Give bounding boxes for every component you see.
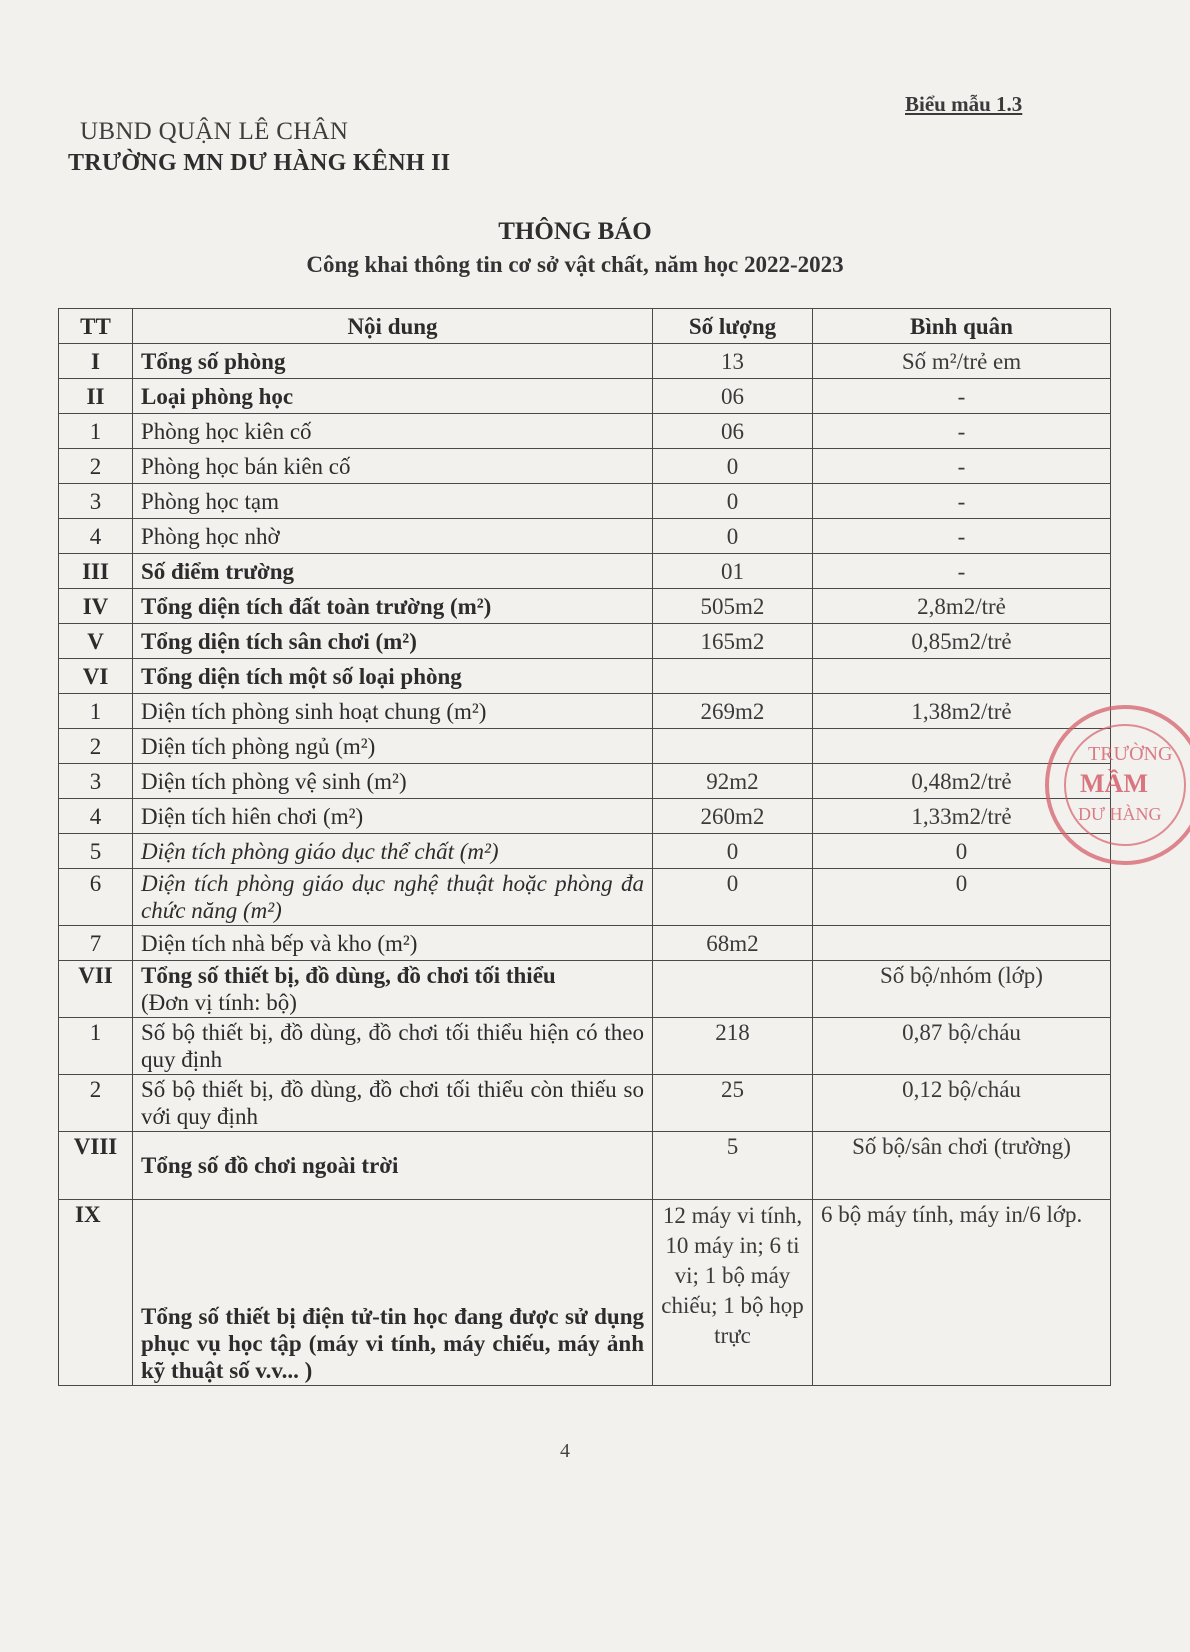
table-row [59, 926, 1111, 961]
row-qty: 5 [653, 1132, 813, 1200]
row-qty [653, 961, 813, 1018]
row-tt: 5 [59, 834, 133, 869]
org-line-2: TRƯỜNG MN DƯ HÀNG KÊNH II [68, 150, 451, 176]
row-tt: 3 [59, 764, 133, 799]
row-qty: 01 [653, 554, 813, 589]
row-content: Diện tích phòng ngủ (m²) [133, 729, 653, 764]
row-tt: 7 [59, 926, 133, 961]
row-content: Diện tích phòng giáo dục thể chất (m²) [133, 834, 653, 869]
row-avg: Số bộ/nhóm (lớp) [813, 961, 1111, 1018]
row-avg: 0,12 bộ/cháu [813, 1075, 1111, 1132]
row-content-main: Tổng số thiết bị, đồ dùng, đồ chơi tối thiểu [141, 963, 556, 988]
row-avg: 1,38m2/trẻ [813, 694, 1111, 729]
table-row [59, 1132, 1111, 1200]
row-avg: 0,48m2/trẻ [813, 764, 1111, 799]
row-content: Tổng diện tích sân chơi (m²) [133, 624, 653, 659]
table-row [59, 961, 1111, 1018]
row-tt: VI [59, 659, 133, 694]
header-content: Nội dung [133, 309, 653, 344]
row-tt: 1 [59, 694, 133, 729]
row-tt: I [59, 344, 133, 379]
row-avg: - [813, 379, 1111, 414]
row-qty: 260m2 [653, 799, 813, 834]
row-qty: 68m2 [653, 926, 813, 961]
row-avg: 0,85m2/trẻ [813, 624, 1111, 659]
form-tag: Biểu mẫu 1.3 [905, 92, 1023, 116]
row-qty: 25 [653, 1075, 813, 1132]
row-avg: Số bộ/sân chơi (trường) [813, 1132, 1111, 1200]
table-row [59, 869, 1111, 926]
row-qty [653, 659, 813, 694]
row-content [133, 961, 653, 1018]
table-row [59, 484, 1111, 519]
table-row [59, 379, 1111, 414]
row-tt: 6 [59, 869, 133, 926]
facilities-table [58, 308, 1111, 1386]
row-tt: IV [59, 589, 133, 624]
row-qty: 269m2 [653, 694, 813, 729]
table-row [59, 729, 1111, 764]
table-row [59, 414, 1111, 449]
table-header-row [59, 309, 1111, 344]
row-tt: 3 [59, 484, 133, 519]
row-qty: 13 [653, 344, 813, 379]
row-content: Số điểm trường [133, 554, 653, 589]
row-avg: 0 [813, 834, 1111, 869]
header-qty: Số lượng [653, 309, 813, 344]
row-tt: II [59, 379, 133, 414]
row-avg: - [813, 414, 1111, 449]
table-row [59, 589, 1111, 624]
row-content: Loại phòng học [133, 379, 653, 414]
page-number: 4 [560, 1440, 570, 1462]
seal-text-mid: MẦM [1080, 769, 1148, 798]
row-tt: VIII [59, 1132, 133, 1200]
row-qty: 06 [653, 379, 813, 414]
row-tt: 4 [59, 799, 133, 834]
row-tt: 2 [59, 729, 133, 764]
row-content: Tổng số thiết bị điện tử-tin học đang được sử dụng phục vụ học tập (máy vi tính, máy chiếu, máy ảnh kỹ thuật số v.v... ) [133, 1200, 653, 1386]
row-qty: 06 [653, 414, 813, 449]
notice-title: THÔNG BÁO [498, 218, 652, 245]
row-tt: VII [59, 961, 133, 1018]
row-avg [813, 659, 1111, 694]
official-seal-icon [1040, 690, 1190, 880]
table-row [59, 1200, 1111, 1386]
row-avg: 2,8m2/trẻ [813, 589, 1111, 624]
table-row [59, 624, 1111, 659]
table-row [59, 1018, 1111, 1075]
row-tt: 2 [59, 1075, 133, 1132]
row-avg: - [813, 449, 1111, 484]
row-qty: 0 [653, 869, 813, 926]
row-content: Tổng số đồ chơi ngoài trời [133, 1132, 653, 1200]
table-row [59, 834, 1111, 869]
row-qty: 0 [653, 834, 813, 869]
row-avg [813, 926, 1111, 961]
row-tt: 1 [59, 1018, 133, 1075]
org-line-1: UBND QUẬN LÊ CHÂN [80, 118, 349, 145]
row-content: Diện tích phòng giáo dục nghệ thuật hoặc phòng đa chức năng (m²) [133, 869, 653, 926]
row-avg: - [813, 554, 1111, 589]
row-qty: 0 [653, 519, 813, 554]
header-tt: TT [59, 309, 133, 344]
row-content: Phòng học nhờ [133, 519, 653, 554]
table-row [59, 554, 1111, 589]
row-avg: 0,87 bộ/cháu [813, 1018, 1111, 1075]
seal-text-top: TRƯỜNG [1088, 743, 1173, 765]
row-tt: 2 [59, 449, 133, 484]
header-avg: Bình quân [813, 309, 1111, 344]
notice-subtitle: Công khai thông tin cơ sở vật chất, năm học 2022-2023 [306, 252, 844, 277]
row-content: Diện tích phòng sinh hoạt chung (m²) [133, 694, 653, 729]
table-row [59, 1075, 1111, 1132]
row-content: Phòng học kiên cố [133, 414, 653, 449]
table-row [59, 659, 1111, 694]
row-avg: Số m²/trẻ em [813, 344, 1111, 379]
row-content: Diện tích nhà bếp và kho (m²) [133, 926, 653, 961]
row-qty: 218 [653, 1018, 813, 1075]
row-content: Số bộ thiết bị, đồ dùng, đồ chơi tối thiểu còn thiếu so với quy định [133, 1075, 653, 1132]
row-qty: 12 máy vi tính, 10 máy in; 6 ti vi; 1 bộ máy chiếu; 1 bộ họp trực [653, 1200, 813, 1386]
row-content: Tổng diện tích đất toàn trường (m²) [133, 589, 653, 624]
row-content: Diện tích hiên chơi (m²) [133, 799, 653, 834]
row-qty: 0 [653, 449, 813, 484]
table-row [59, 449, 1111, 484]
row-tt: 4 [59, 519, 133, 554]
table-row [59, 344, 1111, 379]
row-avg: - [813, 484, 1111, 519]
row-tt: 1 [59, 414, 133, 449]
table-row [59, 519, 1111, 554]
row-qty: 165m2 [653, 624, 813, 659]
seal-text-bot: DƯ HÀNG [1078, 804, 1162, 824]
row-qty [653, 729, 813, 764]
row-content: Tổng số phòng [133, 344, 653, 379]
row-tt: III [59, 554, 133, 589]
row-content: Số bộ thiết bị, đồ dùng, đồ chơi tối thiểu hiện có theo quy định [133, 1018, 653, 1075]
row-avg: 6 bộ máy tính, máy in/6 lớp. [813, 1200, 1111, 1386]
row-content: Phòng học tạm [133, 484, 653, 519]
row-content: Diện tích phòng vệ sinh (m²) [133, 764, 653, 799]
table-row [59, 799, 1111, 834]
row-content: Phòng học bán kiên cố [133, 449, 653, 484]
row-qty: 92m2 [653, 764, 813, 799]
row-avg: - [813, 519, 1111, 554]
row-avg: 1,33m2/trẻ [813, 799, 1111, 834]
row-qty: 0 [653, 484, 813, 519]
row-avg: 0 [813, 869, 1111, 926]
row-tt: V [59, 624, 133, 659]
row-content-sub: (Đơn vị tính: bộ) [141, 990, 297, 1015]
table-row [59, 694, 1111, 729]
row-tt: IX [59, 1200, 133, 1386]
row-content: Tổng diện tích một số loại phòng [133, 659, 653, 694]
row-qty: 505m2 [653, 589, 813, 624]
table-row [59, 764, 1111, 799]
